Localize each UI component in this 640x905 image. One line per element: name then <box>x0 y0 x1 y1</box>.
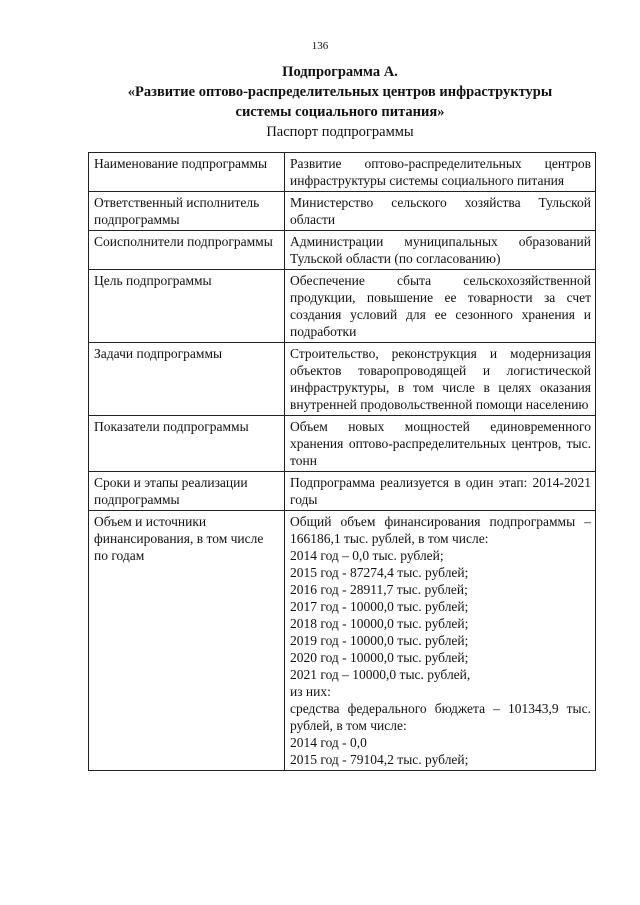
table-row <box>89 472 596 511</box>
row-value: Подпрограмма реализуется в один этап: 2014-2021 годы <box>285 472 596 511</box>
row-label: Цель подпрограммы <box>89 270 285 343</box>
row-value: Министерство сельского хозяйства Тульской области <box>285 192 596 231</box>
table-row <box>89 270 596 343</box>
financing-details <box>285 511 596 771</box>
subprogram-name-line1: «Развитие оптово-распределительных центров инфраструктуры <box>127 84 553 100</box>
row-value: Развитие оптово-распределительных центров инфраструктуры системы социального питания <box>285 153 596 192</box>
document-header <box>60 62 620 142</box>
page-number: 136 <box>311 40 329 52</box>
passport-table <box>88 152 596 771</box>
table-row <box>89 343 596 416</box>
passport-subtitle: Паспорт подпрограммы <box>266 124 414 140</box>
financing-year-line: 2021 год – 10000,0 тыс. рублей, <box>290 667 471 682</box>
row-value: Объем новых мощностей единовременного хранения оптово-распределительных центров, тыс. тонн <box>285 416 596 472</box>
financing-of-which: из них: <box>290 684 331 699</box>
row-label: Задачи подпрограммы <box>89 343 285 416</box>
row-value: Администрации муниципальных образований Тульской области (по согласованию) <box>285 231 596 270</box>
federal-year-line: 2014 год - 0,0 <box>290 735 367 750</box>
table-row <box>89 231 596 270</box>
financing-year-line: 2018 год - 10000,0 тыс. рублей; <box>290 616 469 631</box>
row-label: Соисполнители подпрограммы <box>89 231 285 270</box>
financing-year-line: 2019 год - 10000,0 тыс. рублей; <box>290 633 469 648</box>
federal-budget-text: средства федерального бюджета – 101343,9 тыс. рублей, в том числе: <box>290 701 591 733</box>
subprogram-name-line2: системы социального питания» <box>235 104 445 120</box>
row-label: Объем и источники финансирования, в том числе по годам <box>89 511 285 771</box>
financing-year-line: 2015 год - 87274,4 тыс. рублей; <box>290 565 469 580</box>
financing-year-line: 2016 год - 28911,7 тыс. рублей; <box>290 582 468 597</box>
financing-year-line: 2017 год - 10000,0 тыс. рублей; <box>290 599 469 614</box>
table-row <box>89 192 596 231</box>
financing-intro: Общий объем финансирования подпрограммы – 166186,1 тыс. рублей, в том числе: <box>290 514 591 546</box>
table-row <box>89 153 596 192</box>
row-value: Обеспечение сбыта сельскохозяйственной продукции, повышение ее товарности за счет создания условий для ее сезонного хранения и подработки <box>285 270 596 343</box>
row-label: Сроки и этапы реализации подпрограммы <box>89 472 285 511</box>
financing-year-line: 2014 год – 0,0 тыс. рублей; <box>290 548 444 563</box>
table-row-financing <box>89 511 596 771</box>
table-row <box>89 416 596 472</box>
financing-year-line: 2020 год - 10000,0 тыс. рублей; <box>290 650 469 665</box>
row-label: Наименование подпрограммы <box>89 153 285 192</box>
row-value: Строительство, реконструкция и модернизация объектов товаропроводящей и логистической инфраструктуры, в том числе в целях оказания внутренней продовольственной помощи населению <box>285 343 596 416</box>
row-label: Показатели подпрограммы <box>89 416 285 472</box>
federal-year-line: 2015 год - 79104,2 тыс. рублей; <box>290 752 469 767</box>
row-label: Ответственный исполнитель подпрограммы <box>89 192 285 231</box>
subprogram-title: Подпрограмма А. <box>282 64 398 80</box>
